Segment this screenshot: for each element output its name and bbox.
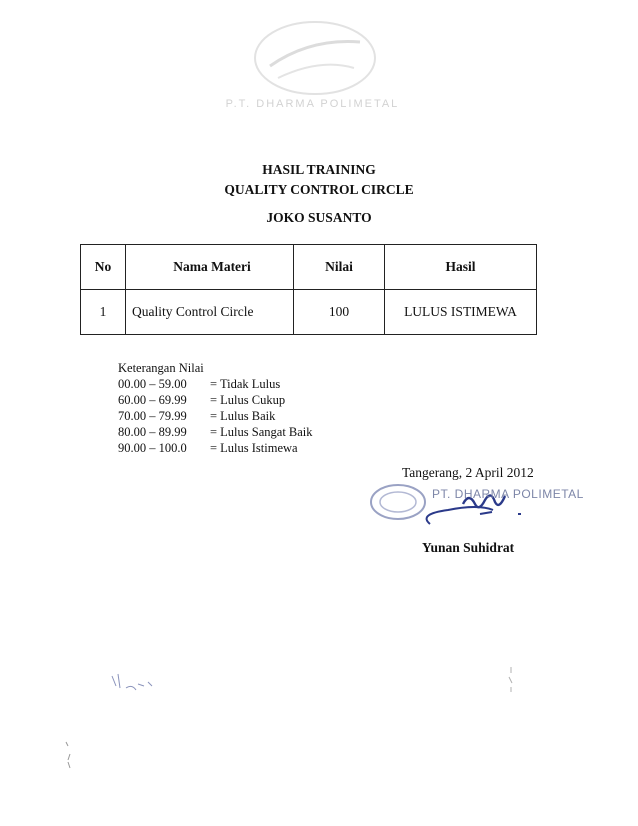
legend-item bbox=[118, 376, 313, 392]
legend-label: = Lulus Baik bbox=[210, 409, 276, 423]
legend-range: 60.00 – 69.99 bbox=[118, 393, 187, 407]
grade-legend bbox=[118, 360, 313, 456]
participant-name: JOKO SUSANTO bbox=[266, 210, 372, 225]
cell-nama-materi: Quality Control Circle bbox=[126, 290, 294, 335]
place-date: Tangerang, 2 April 2012 bbox=[402, 465, 534, 480]
cell-nilai: 100 bbox=[294, 290, 385, 335]
cell-no: 1 bbox=[81, 290, 126, 335]
ink-speck-icon bbox=[505, 665, 517, 695]
header-nama-materi: Nama Materi bbox=[126, 245, 294, 290]
legend-range: 80.00 – 89.99 bbox=[118, 425, 187, 439]
legend-label: = Tidak Lulus bbox=[210, 377, 281, 391]
results-table bbox=[80, 244, 537, 335]
stamp-text: PT. DHARMA POLIMETAL bbox=[432, 487, 584, 501]
legend-item bbox=[118, 392, 313, 408]
legend-item bbox=[118, 424, 313, 440]
header-hasil: Hasil bbox=[385, 245, 537, 290]
ink-speck-icon bbox=[108, 670, 168, 700]
legend-label: = Lulus Cukup bbox=[210, 393, 286, 407]
letterhead-line: P.T. DHARMA POLIMETAL bbox=[225, 98, 400, 110]
legend-label: = Lulus Istimewa bbox=[210, 441, 298, 455]
header-no: No bbox=[81, 245, 126, 290]
document-subtitle: QUALITY CONTROL CIRCLE bbox=[224, 182, 414, 197]
legend-range: 00.00 – 59.00 bbox=[118, 377, 187, 391]
legend-item bbox=[118, 440, 313, 456]
legend-range: 70.00 – 79.99 bbox=[118, 409, 187, 423]
legend-item bbox=[118, 408, 313, 424]
cell-hasil: LULUS ISTIMEWA bbox=[385, 290, 537, 335]
legend-label: = Lulus Sangat Baik bbox=[210, 425, 313, 439]
letterhead-logo-icon bbox=[250, 18, 380, 98]
header-nilai: Nilai bbox=[294, 245, 385, 290]
table-row bbox=[81, 290, 537, 335]
legend-title: Keterangan Nilai bbox=[118, 361, 204, 375]
table-header-row bbox=[81, 245, 537, 290]
document-title: HASIL TRAINING bbox=[262, 162, 376, 177]
signer-name: Yunan Suhidrat bbox=[422, 540, 515, 555]
legend-range: 90.00 – 100.0 bbox=[118, 441, 187, 455]
ink-speck-icon bbox=[62, 738, 76, 770]
